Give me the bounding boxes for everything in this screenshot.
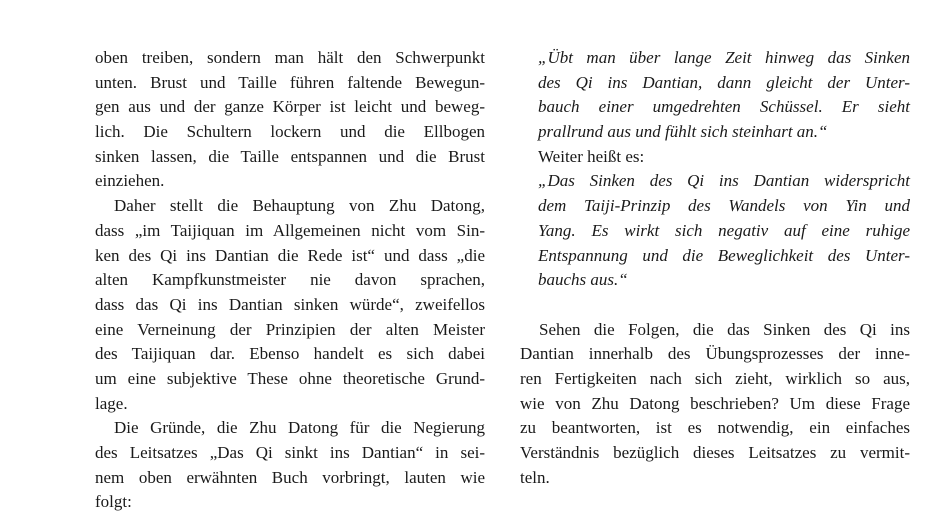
paragraph-4: [520, 318, 910, 491]
text-line: Daher stellt die Behauptung von Zhu Datong,: [114, 196, 485, 216]
quote-line: bauchs aus.“: [538, 270, 628, 290]
text-line: unten. Brust und Taille führen faltende Bewegun-: [95, 72, 485, 92]
quote-line: „Das Sinken des Qi ins Dantian widerspricht: [538, 171, 910, 191]
quote-line: „Übt man über lange Zeit hinweg das Sinken: [538, 48, 910, 67]
quote-line: Entspannung und die Beweglichkeit des Unter-: [538, 245, 910, 265]
text-line: folgt:: [95, 492, 132, 512]
text-line: eine Verneinung der Prinzipien der alten Meister: [95, 319, 485, 339]
paragraph-1: [95, 46, 485, 194]
text-line: alten Kampfkunstmeister nie davon sprachen,: [95, 270, 485, 290]
text-line: gen aus und der ganze Körper ist leicht und beweg-: [95, 97, 485, 117]
text-line: des Taijiquan dar. Ebenso handelt es sich dabei: [95, 344, 485, 364]
block-quote-1: [520, 46, 910, 145]
text-line: dass das Qi ins Dantian sinken würde“, zweifellos: [95, 294, 485, 314]
text-line: sinken lassen, die Taille entspannen und die Brust: [95, 146, 485, 166]
text-line: um eine subjektive These ohne theoretische Grund-: [95, 368, 485, 388]
text-line: einziehen.: [95, 171, 165, 191]
text-line: Sehen die Folgen, die das Sinken des Qi ins: [539, 319, 910, 339]
block-quote-2: [520, 169, 910, 292]
text-line: zu beantworten, ist es notwendig, ein einfaches: [520, 418, 910, 438]
left-column: [95, 46, 485, 515]
text-line: ken des Qi ins Dantian die Rede ist“ und dass „die: [95, 245, 485, 265]
text-line: lage.: [95, 393, 128, 413]
connector-text: [520, 145, 910, 170]
text-line: oben treiben, sondern man hält den Schwerpunkt: [95, 48, 485, 67]
text-line: teln.: [520, 467, 550, 487]
quote-line: bauch einer umgedrehten Schüssel. Er sieht: [538, 97, 910, 117]
text-line: Weiter heißt es:: [538, 146, 645, 166]
text-line: Die Gründe, die Zhu Datong für die Negierung: [114, 418, 485, 438]
paragraph-2: [95, 194, 485, 416]
right-column: [520, 46, 910, 490]
text-line: lich. Die Schultern lockern und die Ellbogen: [95, 122, 485, 142]
text-line: ren Fertigkeiten nach sich zieht, wirklich so aus,: [520, 368, 910, 388]
quote-line: dem Taiji-Prinzip des Wandels von Yin und: [538, 196, 910, 216]
quote-line: Yang. Es wirkt sich negativ auf eine ruhige: [538, 220, 910, 240]
quote-line: des Qi ins Dantian, dann gleicht der Unter-: [538, 72, 910, 92]
text-line: wie von Zhu Datong beschrieben? Um diese Frage: [520, 393, 910, 413]
quote-line: prallrund aus und fühlt sich steinhart an.“: [538, 122, 828, 142]
paragraph-3: [95, 416, 485, 515]
text-line: Dantian innerhalb des Übungsprozesses der inne-: [520, 344, 910, 364]
text-line: nem oben erwähnten Buch vorbringt, lauten wie: [95, 467, 485, 487]
text-line: dass „im Taijiquan im Allgemeinen nicht vom Sin-: [95, 220, 485, 240]
text-line: des Leitsatzes „Das Qi sinkt ins Dantian“ in sei-: [95, 443, 485, 462]
text-line: Verständnis bezüglich dieses Leitsatzes zu vermit-: [520, 443, 910, 462]
paragraph-gap: [520, 293, 910, 318]
